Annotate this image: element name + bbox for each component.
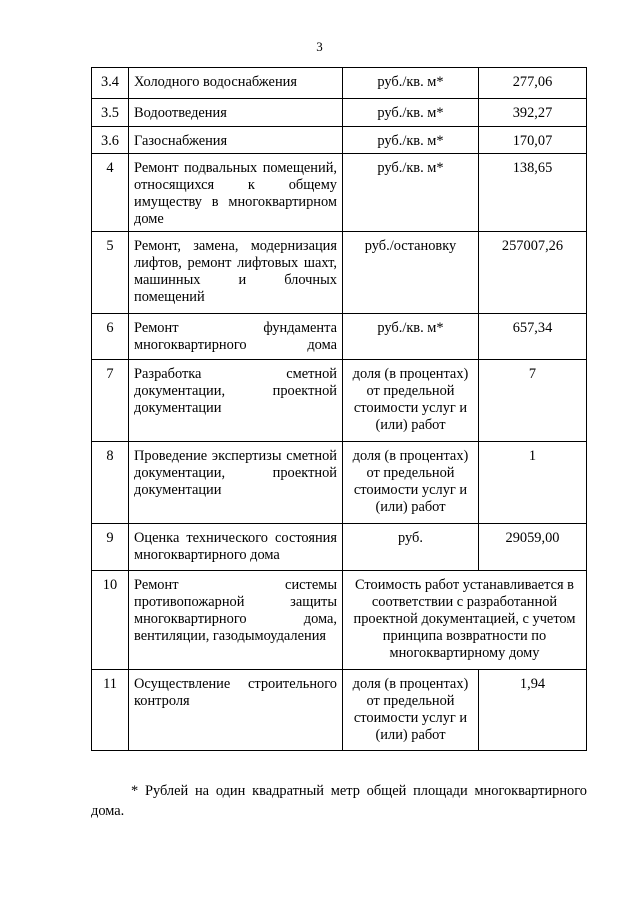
row-number: 11 [92, 670, 129, 751]
unit-of-measure: руб./кв. м* [343, 99, 479, 127]
row-number: 9 [92, 524, 129, 571]
unit-of-measure: доля (в процентах) от предельной стоимости услуг и (или) работ [343, 670, 479, 751]
table-row [92, 571, 587, 670]
table-row [92, 442, 587, 524]
unit-of-measure: руб./кв. м* [343, 68, 479, 99]
rate-value: 29059,00 [479, 524, 587, 571]
rates-table [91, 67, 587, 751]
unit-of-measure: руб./кв. м* [343, 154, 479, 232]
page-number: 3 [316, 39, 323, 54]
rate-value: 392,27 [479, 99, 587, 127]
row-number: 3.5 [92, 99, 129, 127]
footnote: * Рублей на один квадратный метр общей площади многоквартирного дома. [91, 783, 587, 820]
work-name: Разработка сметной документации, проектной документации [129, 360, 343, 442]
row-number: 3.4 [92, 68, 129, 99]
table-row [92, 127, 587, 154]
table-row [92, 524, 587, 571]
unit-of-measure: руб./кв. м* [343, 127, 479, 154]
unit-of-measure: руб. [343, 524, 479, 571]
table-row [92, 670, 587, 751]
table-row [92, 154, 587, 232]
work-name: Проведение экспертизы сметной документации, проектной документации [129, 442, 343, 524]
unit-of-measure: доля (в процентах) от предельной стоимости услуг и (или) работ [343, 442, 479, 524]
work-name: Газоснабжения [129, 127, 343, 154]
table-row [92, 68, 587, 99]
table-row [92, 99, 587, 127]
work-name: Оценка технического состояния многоквартирного дома [129, 524, 343, 571]
work-name: Ремонт фундамента многоквартирного дома [129, 314, 343, 360]
work-name: Осуществление строительного контроля [129, 670, 343, 751]
work-name: Холодного водоснабжения [129, 68, 343, 99]
rate-value: 1 [479, 442, 587, 524]
work-name: Ремонт системы противопожарной защиты многоквартирного дома, вентиляции, газодымоудаления [129, 571, 343, 670]
unit-of-measure: руб./кв. м* [343, 314, 479, 360]
row-number: 8 [92, 442, 129, 524]
row-number: 10 [92, 571, 129, 670]
unit-of-measure: доля (в процентах) от предельной стоимости услуг и (или) работ [343, 360, 479, 442]
rate-value: 138,65 [479, 154, 587, 232]
merged-cost-note: Стоимость работ устанавливается в соответствии с разработанной проектной документацией, с учетом принципа возвратности по многоквартирному дому [343, 571, 587, 670]
work-name: Водоотведения [129, 99, 343, 127]
work-name: Ремонт, замена, модернизация лифтов, ремонт лифтовых шахт, машинных и блочных помещений [129, 232, 343, 314]
work-name: Ремонт подвальных помещений, относящихся к общему имуществу в многоквартирном доме [129, 154, 343, 232]
row-number: 5 [92, 232, 129, 314]
row-number: 4 [92, 154, 129, 232]
table-row [92, 314, 587, 360]
row-number: 3.6 [92, 127, 129, 154]
rate-value: 170,07 [479, 127, 587, 154]
rate-value: 7 [479, 360, 587, 442]
unit-of-measure: руб./остановку [343, 232, 479, 314]
table-row [92, 360, 587, 442]
table-row [92, 232, 587, 314]
rate-value: 277,06 [479, 68, 587, 99]
rate-value: 257007,26 [479, 232, 587, 314]
rate-value: 1,94 [479, 670, 587, 751]
rate-value: 657,34 [479, 314, 587, 360]
row-number: 6 [92, 314, 129, 360]
row-number: 7 [92, 360, 129, 442]
